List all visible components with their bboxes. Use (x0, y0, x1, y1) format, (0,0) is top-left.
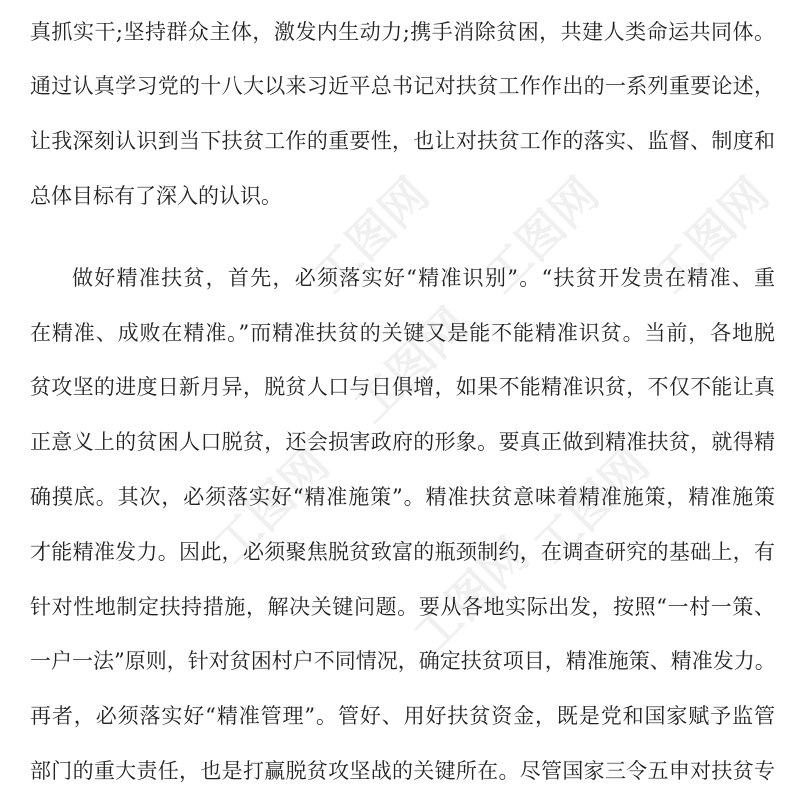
watermark: 工图网 (343, 297, 480, 434)
watermark: 工图网 (203, 437, 340, 574)
text-line: 正意义上的贫困人口脱贫，还会损害政府的形象。要真正做到精准扶贫，就得精 (30, 430, 775, 454)
watermark: 工图网 (403, 527, 540, 664)
text-line: 总体目标有了深入的认识。 (30, 184, 282, 208)
text-line: 做好精准扶贫，首先，必须落实好“精准识别”。“扶贫开发贵在精准、重 (72, 266, 775, 290)
watermark: 工图网 (473, 167, 610, 304)
text-line: 真抓实干;坚持群众主体，激发内生动力;携手消除贫困，共建人类命运共同体。 (30, 20, 775, 44)
text-line: 再者，必须落实好“精准管理”。管好、用好扶贫资金，既是党和国家赋予监管 (30, 704, 775, 728)
text-line: 让我深刻认识到当下扶贫工作的重要性，也让对扶贫工作的落实、监督、制度和 (30, 129, 775, 153)
text-line: 在精准、成败在精准。”而精准扶贫的关键又是能不能精准识贫。当前，各地脱 (30, 321, 775, 345)
text-line: 贫攻坚的进度日新月异，脱贫人口与日俱增，如果不能精准识贫，不仅不能让真 (30, 375, 775, 399)
watermark: 工图网 (303, 167, 440, 304)
text-line: 才能精准发力。因此，必须聚焦脱贫致富的瓶颈制约，在调查研究的基础上，有 (30, 540, 775, 564)
watermark: 工图网 (523, 437, 660, 574)
text-line: 针对性地制定扶持措施，解决关键问题。要从各地实际出发，按照“一村一策、 (30, 595, 775, 619)
text-line: 确摸底。其次，必须落实好“精准施策”。精准扶贫意味着精准施策，精准施策 (30, 485, 775, 509)
text-line: 通过认真学习党的十八大以来习近平总书记对扶贫工作作出的一系列重要论述， (30, 74, 775, 98)
text-line: 部门的重大责任，也是打赢脱贫攻坚战的关键所在。尽管国家三令五申对扶贫专 (30, 759, 775, 783)
text-line: 一户一法”原则，针对贫困村户不同情况，确定扶贫项目，精准施策、精准发力。 (30, 649, 776, 673)
watermark: 工图网 (643, 167, 780, 304)
